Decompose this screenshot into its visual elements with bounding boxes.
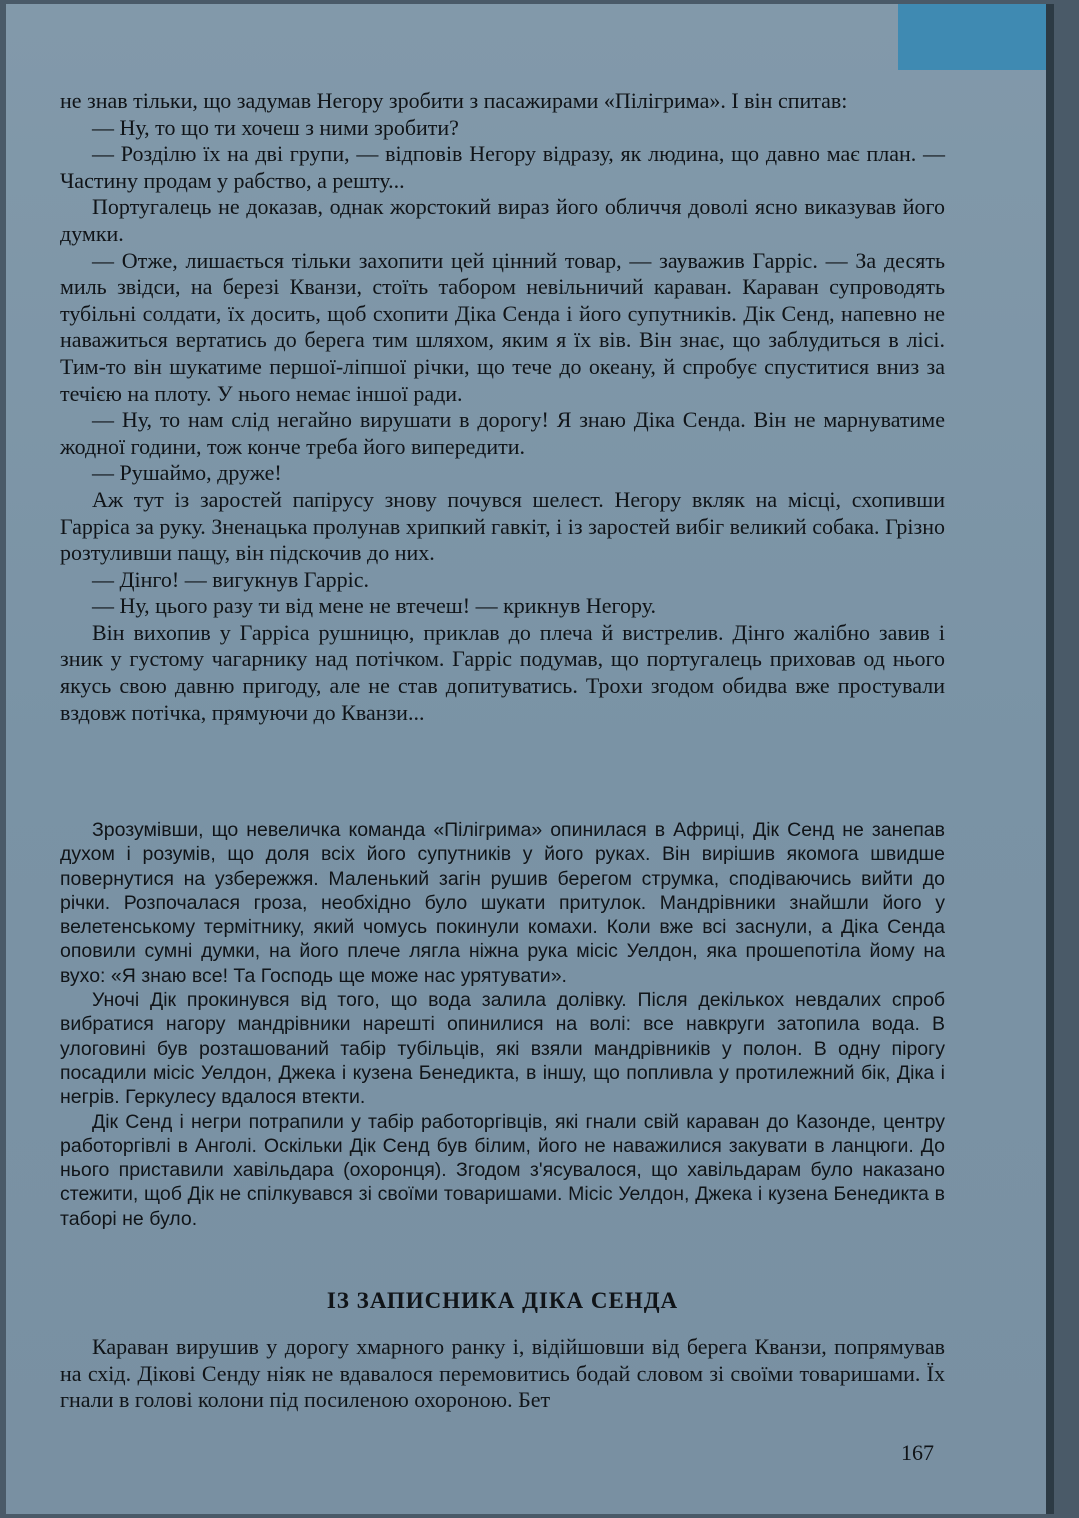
page-edge: [1046, 4, 1054, 1514]
paragraph: не знав тільки, що задумав Негору зробити з пасажирами «Пілігрима». І він спитав:: [60, 88, 848, 113]
text-block-summary: [60, 818, 945, 1231]
summary-paragraph: Уночі Дік прокинувся від того, що вода залила долівку. Після декількох невдалих спроб вибратися нагору мандрівники нарешті опинилися на волі: все навкруги затопила вода. В улоговині був розташований табір тубільців, які взяли мандрівників у полон. В одну пірогу посадили місіс Уелдон, Джека і кузена Бенедикта, в іншу, що попливла у протилежний бік, Діка і негрів. Геркулесу вдалося втекти.: [60, 989, 945, 1109]
summary-paragraph: Дік Сенд і негри потрапили у табір работоргівців, які гнали свій караван до Казонде, центру работоргівлі в Анголі. Оскільки Дік Сенд був білим, його не наважилися закувати в ланцюги. До нього приставили хавільдара (охоронця). Згодом з'ясувалося, що хавільдарам було наказано стежити, щоб Дік не спілкувався зі своїми товаришами. Місіс Уелдон, Джека і кузена Бенедикта в таборі не було.: [60, 1110, 945, 1230]
paragraph: Він вихопив у Гарріса рушницю, приклав до плеча й вистрелив. Дінго жалібно завив і зник у густому чагарнику над потічком. Гарріс подумав, що португалець приховав од нього якусь свою давню пригоду, але не став допитуватись. Трохи згодом обидва вже простували вздовж потічка, прямуючи до Кванзи...: [60, 619, 945, 725]
paragraph: — Розділю їх на дві групи, — відповів Негору відразу, як людина, що давно має план. — Частину продам у рабство, а решту...: [60, 141, 945, 193]
page-number: 167: [901, 1440, 934, 1465]
paragraph: Португалець не доказав, однак жорстокий вираз його обличчя доволі ясно виказував його думки.: [60, 194, 945, 246]
text-block-story: [60, 88, 945, 726]
paragraph: — Дінго! — вигукнув Гарріс.: [92, 566, 370, 592]
paragraph: — Ну, цього разу ти від мене не втечеш! — крикнув Негору.: [92, 593, 657, 619]
paragraph: — Ну, то що ти хочеш з ними зробити?: [92, 114, 459, 140]
text-block-notebook: [60, 1334, 945, 1414]
paragraph: — Ну, то нам слід негайно вирушати в дорогу! Я знаю Діка Сенда. Він не марнуватиме жодної години, тож конче треба його випередити.: [60, 407, 945, 459]
corner-color-tab: [898, 4, 1054, 70]
paragraph: Караван вирушив у дорогу хмарного ранку і, відійшовши від берега Кванзи, попрямував на схід. Дікові Сенду ніяк не вдавалося перемовитись бодай словом зі своїми товаришами. Їх гнали в голові колони під посиленою охороною. Бет: [60, 1334, 945, 1413]
paragraph: Аж тут із заростей папірусу знову почувся шелест. Негору вкляк на місці, схопивши Гарріса за руку. Зненацька пролунав хрипкий гавкіт, і із заростей вибіг великий собака. Грізно розтуливши пащу, він підскочив до них.: [60, 486, 945, 566]
paragraph: — Отже, лишається тільки захопити цей цінний товар, — зауважив Гарріс. — За десять миль звідси, на березі Кванзи, стоїть табором невільничий караван. Караван супроводять тубільні солдати, їх досить, щоб схопити Діка Сенда і його супутників. Дік Сенд, напевно не наважиться вертатись до берега тим шляхом, яким я їх вів. Він знає, що заблудиться в лісі. Тим-то він шукатиме першої-ліпшої річки, що тече до океану, й спробує спуститися вниз за течією на плоту. У нього немає іншої ради.: [60, 247, 945, 406]
paragraph: — Рушаймо, друже!: [92, 460, 282, 486]
summary-paragraph: Зрозумівши, що невеличка команда «Пілігрима» опинилася в Африці, Дік Сенд не занепав духом і розумів, що доля всіх його супутників у його руках. Він вирішив якомога швидше повернутися на узбережжя. Маленький загін рушив берегом струмка, сподіваючись вийти до річки. Розпочалася гроза, необхідно було шукати притулок. Мандрівники знайшли його у велетенському термітнику, який чомусь покинули комахи. Коли вже всі заснули, а Діка Сенда оповили сумні думки, на його плече лягла ніжна рука місіс Уелдон, яка прошепотіла йому на вухо: «Я знаю все! Та Господь ще може нас урятувати».: [60, 819, 945, 987]
book-page: [6, 4, 1054, 1514]
section-heading: ІЗ ЗАПИСНИКА ДІКА СЕНДА: [326, 1288, 679, 1313]
